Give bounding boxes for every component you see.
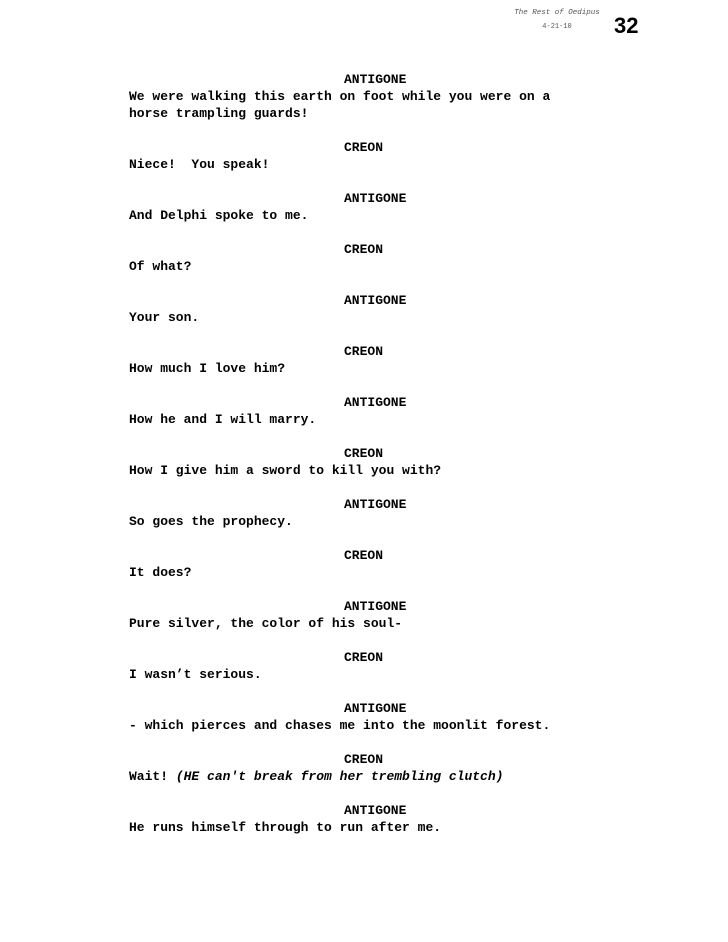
dialogue-line: horse trampling guards!: [129, 106, 309, 121]
dialogue-line-with-direction: [129, 768, 689, 785]
script-body: [129, 71, 689, 853]
stage-direction: (HE can't break from her trembling clutch): [175, 769, 504, 784]
character-name: CREON: [344, 242, 384, 257]
dialogue-block: [129, 649, 689, 683]
dialogue-block: [129, 547, 689, 581]
dialogue-block: [129, 343, 689, 377]
dialogue-line: Niece! You speak!: [129, 157, 270, 172]
character-name: ANTIGONE: [344, 497, 407, 512]
dialogue-block: [129, 802, 689, 836]
character-name: CREON: [344, 344, 384, 359]
character-name: ANTIGONE: [344, 803, 407, 818]
dialogue-block: [129, 598, 689, 632]
dialogue-line: And Delphi spoke to me.: [129, 208, 309, 223]
dialogue-block: [129, 751, 689, 785]
dialogue-block: [129, 445, 689, 479]
character-name: CREON: [344, 548, 384, 563]
character-name: CREON: [344, 650, 384, 665]
character-name: ANTIGONE: [344, 293, 407, 308]
character-name: ANTIGONE: [344, 395, 407, 410]
dialogue-line: I wasn’t serious.: [129, 667, 262, 682]
character-name: ANTIGONE: [344, 599, 407, 614]
running-header-title: The Rest of Oedipus: [514, 9, 600, 17]
dialogue-text: Wait!: [129, 769, 176, 784]
dialogue-line: - which pierces and chases me into the moonlit forest.: [129, 718, 551, 733]
character-name: CREON: [344, 752, 384, 767]
dialogue-line: Your son.: [129, 310, 200, 325]
dialogue-block: [129, 241, 689, 275]
dialogue-block: [129, 700, 689, 734]
dialogue-line: Of what?: [129, 259, 192, 274]
character-name: CREON: [344, 140, 384, 155]
page-number: 32: [614, 13, 639, 38]
dialogue-block: [129, 292, 689, 326]
dialogue-block: [129, 190, 689, 224]
character-name: ANTIGONE: [344, 191, 407, 206]
dialogue-block: [129, 139, 689, 173]
dialogue-line: So goes the prophecy.: [129, 514, 293, 529]
character-name: ANTIGONE: [344, 701, 407, 716]
dialogue-line: How he and I will marry.: [129, 412, 317, 427]
dialogue-line: He runs himself through to run after me.: [129, 820, 442, 835]
dialogue-block: [129, 394, 689, 428]
dialogue-line: It does?: [129, 565, 192, 580]
character-name: CREON: [344, 446, 384, 461]
dialogue-block: [129, 496, 689, 530]
dialogue-block: [129, 71, 689, 122]
dialogue-line: Pure silver, the color of his soul-: [129, 616, 403, 631]
dialogue-line: How I give him a sword to kill you with?: [129, 463, 442, 478]
character-name: ANTIGONE: [344, 72, 407, 87]
running-header-date: 4-21-10: [542, 23, 572, 31]
dialogue-line: How much I love him?: [129, 361, 286, 376]
dialogue-line: We were walking this earth on foot while you were on a: [129, 89, 551, 104]
